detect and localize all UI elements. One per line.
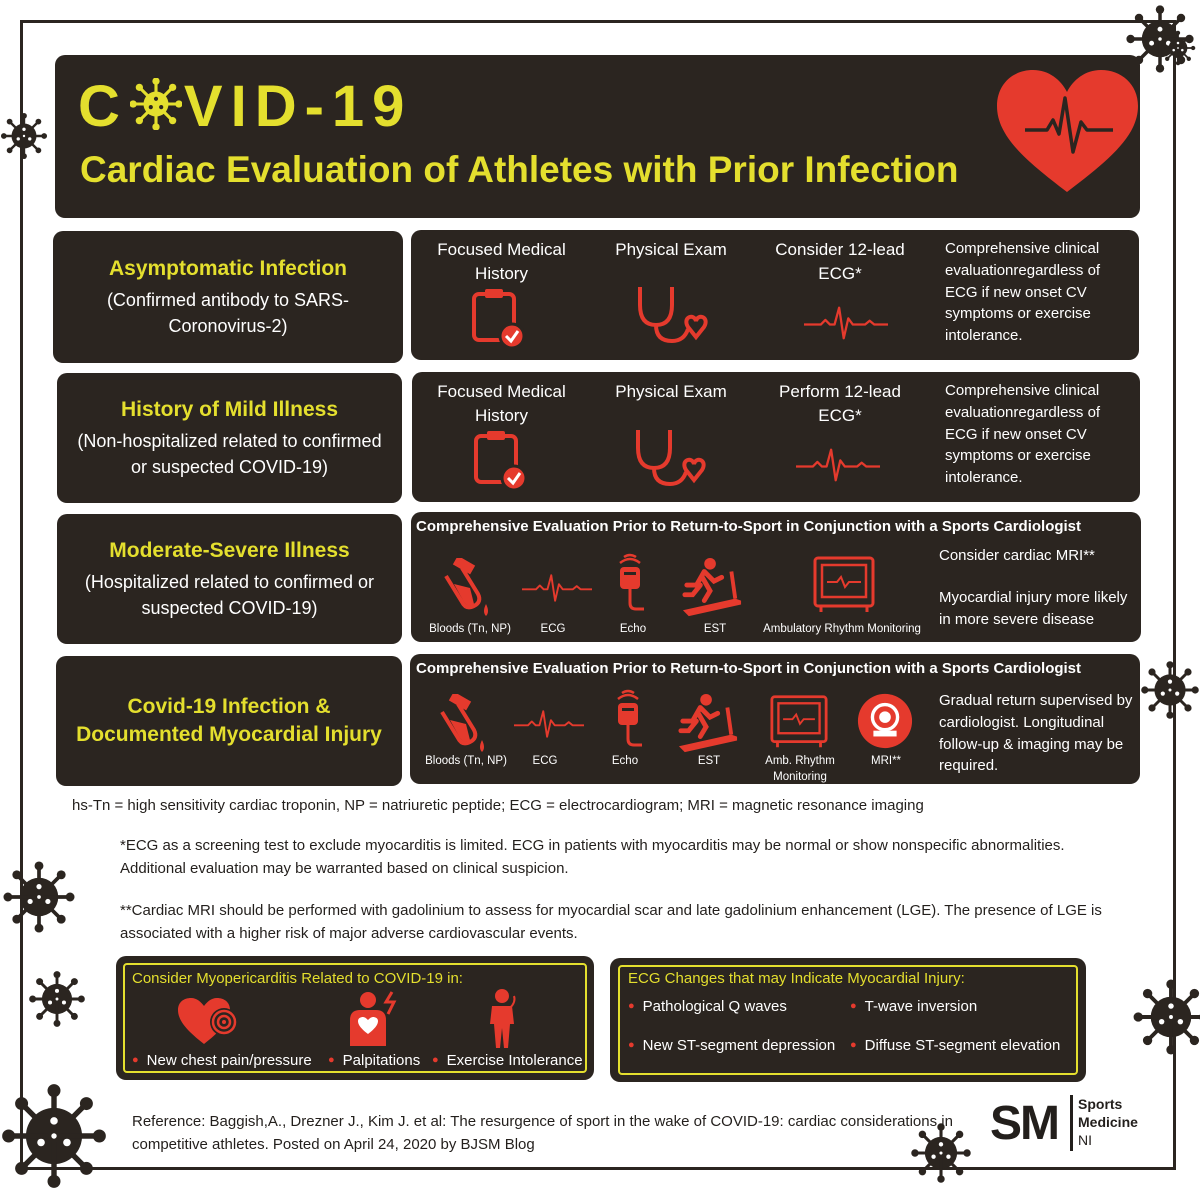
symptom-chest-pain: ● New chest pain/pressure bbox=[132, 1052, 312, 1069]
heart-target-icon bbox=[176, 996, 240, 1046]
virus-icon bbox=[1132, 978, 1200, 1056]
col-medical-history: Focused Medical History bbox=[437, 382, 566, 425]
monitor-icon bbox=[812, 556, 876, 614]
category-title: Covid-19 Infection & Documented Myocardial Injury bbox=[76, 694, 382, 746]
icon-label: ECG bbox=[540, 623, 566, 635]
virus-icon bbox=[130, 78, 182, 130]
icon-label: Bloods (Tn, NP) bbox=[425, 755, 507, 767]
echo-probe-icon bbox=[612, 688, 648, 750]
stethoscope-icon bbox=[630, 426, 710, 490]
category-subtitle: (Non-hospitalized related to confirmed or suspected COVID-19) bbox=[77, 431, 382, 478]
icon-label: EST bbox=[703, 623, 727, 635]
footnote-mri: **Cardiac MRI should be performed with gadolinium to assess for myocardial scar and late gadolinium enhancement (LGE). The presence of LGE is associated with a higher risk of major adverse cardiovascular events. bbox=[120, 902, 1102, 942]
icon-label: Bloods (Tn, NP) bbox=[429, 623, 511, 635]
exercise-intolerance-icon bbox=[484, 988, 520, 1050]
icon-label: Echo bbox=[619, 623, 647, 635]
logo-line-1: Sports bbox=[1078, 1096, 1123, 1112]
clipboard-icon bbox=[470, 428, 530, 490]
sports-medicine-logo bbox=[990, 1095, 1160, 1153]
row-note: Gradual return supervised by cardiologist. Longitudinal follow-up & imaging may be required. bbox=[939, 692, 1133, 775]
row-bar-title: Comprehensive Evaluation Prior to Return-to-Sport in Conjunction with a Sports Cardiologist bbox=[416, 660, 1082, 677]
stethoscope-icon bbox=[632, 283, 712, 347]
treadmill-icon bbox=[676, 692, 740, 754]
virus-icon bbox=[0, 1082, 108, 1190]
abbreviations: hs-Tn = high sensitivity cardiac troponin, NP = natriuretic peptide; ECG = electrocardiogram; MRI = magnetic resonance imaging bbox=[72, 797, 924, 814]
echo-probe-icon bbox=[614, 552, 650, 614]
ecg-icon bbox=[514, 696, 584, 752]
heart-icon bbox=[995, 68, 1140, 196]
monitor-icon bbox=[770, 694, 828, 750]
ecg-change-item: ● Diffuse ST-segment elevation bbox=[850, 1037, 1060, 1054]
icon-label: Amb. Rhythm Monitoring bbox=[765, 755, 835, 783]
category-subtitle: (Hospitalized related to confirmed or suspected COVID-19) bbox=[84, 572, 375, 619]
icon-label: EST bbox=[697, 755, 721, 767]
ecg-icon bbox=[796, 442, 880, 488]
row-note: Comprehensive clinical evaluationregardless of ECG if new onset CV symptoms or exercise intolerance. bbox=[945, 382, 1101, 486]
virus-icon bbox=[1140, 660, 1200, 720]
col-ecg: Perform 12-lead ECG* bbox=[779, 382, 901, 425]
category-title: History of Mild Illness bbox=[120, 397, 339, 421]
row-note: Comprehensive clinical evaluationregardless of ECG if new onset CV symptoms or exercise intolerance. bbox=[945, 240, 1101, 344]
logo-line-2: Medicine bbox=[1078, 1114, 1138, 1130]
category-title: Asymptomatic Infection bbox=[108, 256, 348, 280]
symptom-palpitations: ● Palpitations bbox=[328, 1052, 420, 1069]
col-physical-exam: Physical Exam bbox=[615, 382, 727, 401]
blood-tube-icon bbox=[436, 694, 492, 754]
ecg-icon bbox=[522, 560, 592, 616]
icon-label: MRI** bbox=[870, 755, 902, 767]
virus-icon bbox=[1160, 30, 1196, 66]
logo-line-3: NI bbox=[1078, 1132, 1092, 1148]
virus-icon bbox=[2, 860, 76, 934]
ecg-change-item: ● New ST-segment depression bbox=[628, 1037, 835, 1054]
page-subtitle: Cardiac Evaluation of Athletes with Prior Infection bbox=[80, 149, 959, 190]
ecg-change-item: ● Pathological Q waves bbox=[628, 998, 787, 1015]
myopericarditis-title: Consider Myopericarditis Related to COVID-19 in: bbox=[132, 970, 463, 987]
category-mild-illness bbox=[57, 373, 402, 503]
ecg-changes-title: ECG Changes that may Indicate Myocardial Injury: bbox=[628, 970, 965, 987]
row-bar-title: Comprehensive Evaluation Prior to Return-to-Sport in Conjunction with a Sports Cardiologist bbox=[416, 518, 1082, 535]
col-ecg: Consider 12-lead ECG* bbox=[775, 240, 905, 283]
icon-label: Ambulatory Rhythm Monitoring bbox=[763, 623, 921, 635]
category-moderate-severe bbox=[57, 514, 402, 644]
blood-tube-icon bbox=[440, 558, 496, 618]
category-myocardial-injury bbox=[56, 656, 402, 786]
symptom-exercise-intolerance: ● Exercise Intolerance bbox=[432, 1052, 583, 1069]
category-subtitle: (Confirmed antibody to SARS-Coronovirus-2) bbox=[106, 290, 350, 337]
title-letter-c: C bbox=[78, 74, 128, 139]
title-rest: VID-19 bbox=[183, 74, 413, 139]
footnote-ecg: *ECG as a screening test to exclude myocarditis is limited. ECG in patients with myocarditis may be normal or show nonspecific abnormalities. Additional evaluation may be warranted based on clinical suspicion. bbox=[120, 837, 1065, 877]
logo-divider bbox=[1070, 1095, 1073, 1151]
icon-label: Echo bbox=[611, 755, 639, 767]
page-title bbox=[78, 74, 413, 139]
row-note: Myocardial injury more likely in more severe disease bbox=[939, 589, 1128, 628]
col-physical-exam: Physical Exam bbox=[615, 240, 727, 259]
icon-label: ECG bbox=[532, 755, 558, 767]
col-medical-history: Focused Medical History bbox=[437, 240, 566, 283]
ecg-icon bbox=[804, 300, 888, 346]
mri-icon bbox=[856, 692, 914, 750]
clipboard-icon bbox=[468, 286, 528, 348]
logo-mark: SM bbox=[990, 1097, 1058, 1150]
virus-icon bbox=[28, 970, 86, 1028]
reference-text: Reference: Baggish,A., Drezner J., Kim J. et al: The resurgence of sport in the wake of COVID-19: cardiac considerations in competitive athletes. Posted on April 24, 2020 by BJSM Blog bbox=[132, 1113, 953, 1153]
palpitations-icon bbox=[346, 990, 402, 1048]
virus-icon bbox=[0, 112, 48, 160]
category-asymptomatic bbox=[53, 231, 403, 363]
category-title: Moderate-Severe Illness bbox=[109, 538, 350, 562]
row-note: Consider cardiac MRI** bbox=[939, 547, 1095, 564]
treadmill-icon bbox=[680, 556, 744, 618]
ecg-change-item: ● T-wave inversion bbox=[850, 998, 977, 1015]
